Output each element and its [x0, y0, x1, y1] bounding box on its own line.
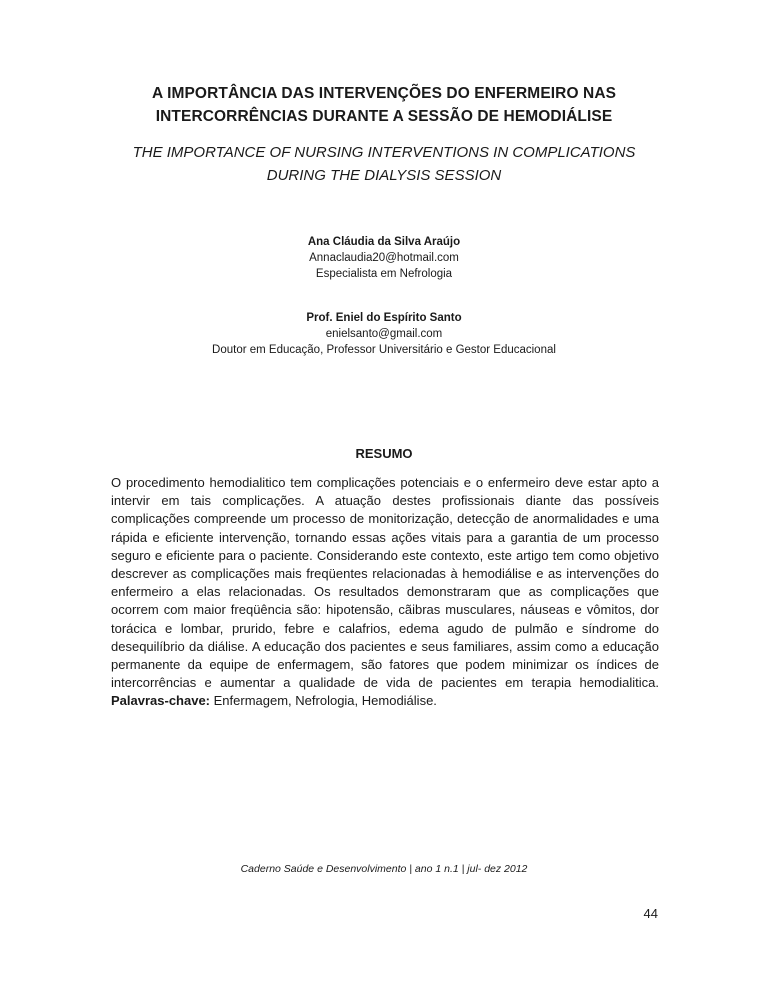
- title-english-line-2: DURING THE DIALYSIS SESSION: [266, 167, 502, 184]
- journal-footer: Caderno Saúde e Desenvolvimento | ano 1 n.1 | jul- dez 2012: [240, 863, 528, 875]
- title-portuguese: [100, 82, 668, 128]
- title-english-line-1: THE IMPORTANCE OF NURSING INTERVENTIONS IN COMPLICATIONS: [132, 144, 636, 161]
- abstract-heading: RESUMO: [355, 446, 413, 461]
- author-name: Ana Cláudia da Silva Araújo: [307, 236, 461, 248]
- keywords-text: Enfermagem, Nefrologia, Hemodiálise.: [213, 693, 437, 709]
- author-name: Prof. Eniel do Espírito Santo: [306, 312, 462, 324]
- author-credential: Doutor em Educação, Professor Universitário e Gestor Educacional: [212, 344, 556, 356]
- keywords-label: Palavras-chave:: [111, 693, 211, 709]
- author-block-2: [100, 310, 668, 358]
- author-email: enielsanto@gmail.com: [325, 328, 443, 340]
- abstract-text: O procedimento hemodialitico tem complicações potenciais e o enfermeiro deve estar apto a intervir em tais complicações. A atuação destes profissionais diante das possíveis complicações compreende um processo de monitorização, detecção de anormalidades e uma rápida e eficiente intervenção, tornando essas ações vitais para a garantia de um processo seguro e eficiente para o paciente. Considerando este contexto, este artigo tem como objetivo descrever as complicações mais freqüentes relacionadas à hemodiálise e as intervenções do enfermeiro a elas relacionadas. Os resultados demonstraram que as complicações que ocorrem com maior freqüência são: hipotensão, cãibras musculares, náuseas e vômitos, dor torácica e lombar, prurido, febre e calafrios, edema agudo de pulmão e síndrome do desequilíbrio da diálise. A educação dos pacientes e seus familiares, assim como a educação permanente da equipe de enfermagem, são fatores que podem minimizar os índices de intercorrências e aumentar a qualidade de vida de pacientes em terapia hemodialitica.: [111, 475, 659, 691]
- title-portuguese-line-1: A IMPORTÂNCIA DAS INTERVENÇÕES DO ENFERMEIRO NAS: [151, 85, 617, 102]
- author-email: Annaclaudia20@hotmail.com: [309, 252, 459, 264]
- page-number: 44: [643, 906, 658, 921]
- title-english: [90, 141, 678, 187]
- abstract-body: [111, 474, 659, 711]
- title-portuguese-line-2: INTERCORRÊNCIAS DURANTE A SESSÃO DE HEMODIÁLISE: [155, 108, 613, 125]
- author-block-1: [100, 234, 668, 282]
- author-credential: Especialista em Nefrologia: [315, 268, 453, 280]
